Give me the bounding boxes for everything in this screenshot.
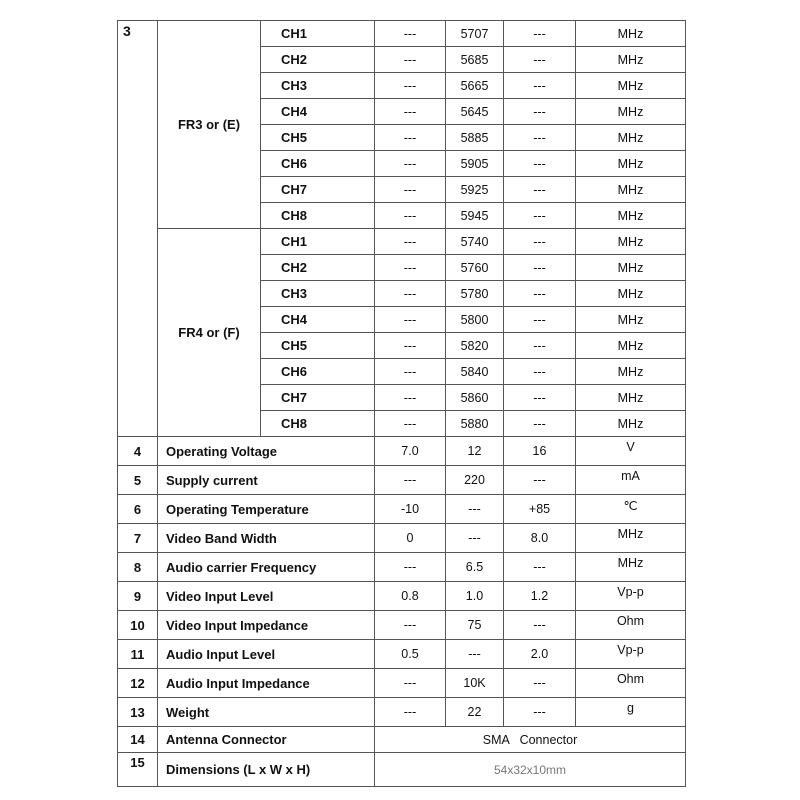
unit: MHz xyxy=(576,411,686,437)
unit: MHz xyxy=(576,307,686,333)
min-value: -10 xyxy=(375,495,446,524)
typ-value: 5880 xyxy=(446,411,504,437)
unit: mA xyxy=(576,466,686,495)
max-value: --- xyxy=(504,385,576,411)
min-value: --- xyxy=(375,229,446,255)
typ-value: 220 xyxy=(446,466,504,495)
channel-label: CH5 xyxy=(261,125,375,151)
max-value: --- xyxy=(504,229,576,255)
typ-value: 5665 xyxy=(446,73,504,99)
table-row xyxy=(118,466,686,495)
min-value: --- xyxy=(375,21,446,47)
max-value: --- xyxy=(504,333,576,359)
unit: MHz xyxy=(576,73,686,99)
table-row xyxy=(118,698,686,727)
table-row xyxy=(118,553,686,582)
channel-label: CH3 xyxy=(261,73,375,99)
unit: MHz xyxy=(576,203,686,229)
channel-label: CH1 xyxy=(261,21,375,47)
max-value: +85 xyxy=(504,495,576,524)
spec-label: Antenna Connector xyxy=(158,727,375,753)
spec-label: Audio Input Impedance xyxy=(158,669,375,698)
unit: MHz xyxy=(576,281,686,307)
spec-label: Audio Input Level xyxy=(158,640,375,669)
min-value: --- xyxy=(375,307,446,333)
typ-value: 5740 xyxy=(446,229,504,255)
max-value: --- xyxy=(504,698,576,727)
channel-label: CH6 xyxy=(261,359,375,385)
max-value: --- xyxy=(504,466,576,495)
min-value: --- xyxy=(375,73,446,99)
max-value: --- xyxy=(504,359,576,385)
band-name: FR4 or (F) xyxy=(158,229,261,437)
min-value: --- xyxy=(375,177,446,203)
spec-label: Dimensions (L x W x H) xyxy=(158,753,375,787)
min-value: --- xyxy=(375,698,446,727)
channel-label: CH6 xyxy=(261,151,375,177)
typ-value: --- xyxy=(446,495,504,524)
spec-label: Operating Voltage xyxy=(158,437,375,466)
band-name: FR3 or (E) xyxy=(158,21,261,229)
min-value: --- xyxy=(375,99,446,125)
channel-label: CH7 xyxy=(261,385,375,411)
min-value: --- xyxy=(375,255,446,281)
unit: Ohm xyxy=(576,611,686,640)
typ-value: 5780 xyxy=(446,281,504,307)
min-value: --- xyxy=(375,611,446,640)
max-value: --- xyxy=(504,281,576,307)
typ-value: 12 xyxy=(446,437,504,466)
max-value: 2.0 xyxy=(504,640,576,669)
table-row xyxy=(118,753,686,787)
spec-label: Video Input Level xyxy=(158,582,375,611)
typ-value: 6.5 xyxy=(446,553,504,582)
min-value: --- xyxy=(375,466,446,495)
typ-value: 10K xyxy=(446,669,504,698)
min-value: 0.8 xyxy=(375,582,446,611)
channel-label: CH2 xyxy=(261,255,375,281)
item-number: 14 xyxy=(118,727,158,753)
min-value: 7.0 xyxy=(375,437,446,466)
typ-value: --- xyxy=(446,524,504,553)
item-number: 9 xyxy=(118,582,158,611)
unit: g xyxy=(576,698,686,727)
min-value: 0 xyxy=(375,524,446,553)
typ-value: 5905 xyxy=(446,151,504,177)
min-value: --- xyxy=(375,359,446,385)
spec-label: Weight xyxy=(158,698,375,727)
min-value: 0.5 xyxy=(375,640,446,669)
channel-label: CH4 xyxy=(261,99,375,125)
max-value: --- xyxy=(504,177,576,203)
max-value: --- xyxy=(504,21,576,47)
item-number: 7 xyxy=(118,524,158,553)
spec-label: Supply current xyxy=(158,466,375,495)
typ-value: 5820 xyxy=(446,333,504,359)
unit: MHz xyxy=(576,151,686,177)
max-value: 8.0 xyxy=(504,524,576,553)
max-value: --- xyxy=(504,411,576,437)
item-number: 11 xyxy=(118,640,158,669)
unit: MHz xyxy=(576,524,686,553)
min-value: --- xyxy=(375,281,446,307)
typ-value: 5645 xyxy=(446,99,504,125)
min-value: --- xyxy=(375,203,446,229)
max-value: 1.2 xyxy=(504,582,576,611)
max-value: --- xyxy=(504,669,576,698)
min-value: --- xyxy=(375,669,446,698)
channel-label: CH1 xyxy=(261,229,375,255)
spec-label: Audio carrier Frequency xyxy=(158,553,375,582)
table-row xyxy=(118,21,686,47)
spec-value: 54x32x10mm xyxy=(375,753,686,787)
channel-label: CH7 xyxy=(261,177,375,203)
unit: MHz xyxy=(576,359,686,385)
unit: MHz xyxy=(576,385,686,411)
typ-value: 5925 xyxy=(446,177,504,203)
max-value: --- xyxy=(504,611,576,640)
spec-table xyxy=(117,20,686,787)
max-value: --- xyxy=(504,125,576,151)
table-row xyxy=(118,229,686,255)
min-value: --- xyxy=(375,411,446,437)
item-number: 10 xyxy=(118,611,158,640)
channel-label: CH8 xyxy=(261,203,375,229)
typ-value: 5707 xyxy=(446,21,504,47)
max-value: --- xyxy=(504,47,576,73)
table-row xyxy=(118,611,686,640)
max-value: 16 xyxy=(504,437,576,466)
table-row xyxy=(118,437,686,466)
unit: MHz xyxy=(576,553,686,582)
min-value: --- xyxy=(375,553,446,582)
max-value: --- xyxy=(504,307,576,333)
max-value: --- xyxy=(504,151,576,177)
unit: MHz xyxy=(576,333,686,359)
item-number: 15 xyxy=(118,753,158,787)
min-value: --- xyxy=(375,125,446,151)
unit: Ohm xyxy=(576,669,686,698)
typ-value: 5885 xyxy=(446,125,504,151)
unit: MHz xyxy=(576,47,686,73)
min-value: --- xyxy=(375,47,446,73)
max-value: --- xyxy=(504,553,576,582)
unit: MHz xyxy=(576,229,686,255)
channel-label: CH4 xyxy=(261,307,375,333)
item-number: 12 xyxy=(118,669,158,698)
item-number: 4 xyxy=(118,437,158,466)
unit: MHz xyxy=(576,99,686,125)
unit: V xyxy=(576,437,686,466)
typ-value: --- xyxy=(446,640,504,669)
min-value: --- xyxy=(375,151,446,177)
max-value: --- xyxy=(504,255,576,281)
min-value: --- xyxy=(375,385,446,411)
table-row xyxy=(118,524,686,553)
spec-label: Video Input Impedance xyxy=(158,611,375,640)
typ-value: 5860 xyxy=(446,385,504,411)
unit: Vp-p xyxy=(576,640,686,669)
channel-label: CH3 xyxy=(261,281,375,307)
table-row xyxy=(118,582,686,611)
spec-value: SMA Connector xyxy=(375,727,686,753)
table-row xyxy=(118,669,686,698)
unit: MHz xyxy=(576,255,686,281)
max-value: --- xyxy=(504,73,576,99)
max-value: --- xyxy=(504,203,576,229)
item-number: 13 xyxy=(118,698,158,727)
typ-value: 22 xyxy=(446,698,504,727)
item-number: 3 xyxy=(118,21,158,437)
typ-value: 5800 xyxy=(446,307,504,333)
max-value: --- xyxy=(504,99,576,125)
table-row xyxy=(118,495,686,524)
unit: MHz xyxy=(576,21,686,47)
table-row xyxy=(118,727,686,753)
unit: MHz xyxy=(576,125,686,151)
channel-label: CH8 xyxy=(261,411,375,437)
unit: MHz xyxy=(576,177,686,203)
spec-label: Operating Temperature xyxy=(158,495,375,524)
min-value: --- xyxy=(375,333,446,359)
channel-label: CH5 xyxy=(261,333,375,359)
typ-value: 1.0 xyxy=(446,582,504,611)
table-row xyxy=(118,640,686,669)
item-number: 8 xyxy=(118,553,158,582)
unit: Vp-p xyxy=(576,582,686,611)
typ-value: 5945 xyxy=(446,203,504,229)
item-number: 5 xyxy=(118,466,158,495)
typ-value: 5685 xyxy=(446,47,504,73)
typ-value: 5760 xyxy=(446,255,504,281)
unit: ℃ xyxy=(576,495,686,524)
item-number: 6 xyxy=(118,495,158,524)
channel-label: CH2 xyxy=(261,47,375,73)
spec-label: Video Band Width xyxy=(158,524,375,553)
typ-value: 5840 xyxy=(446,359,504,385)
typ-value: 75 xyxy=(446,611,504,640)
